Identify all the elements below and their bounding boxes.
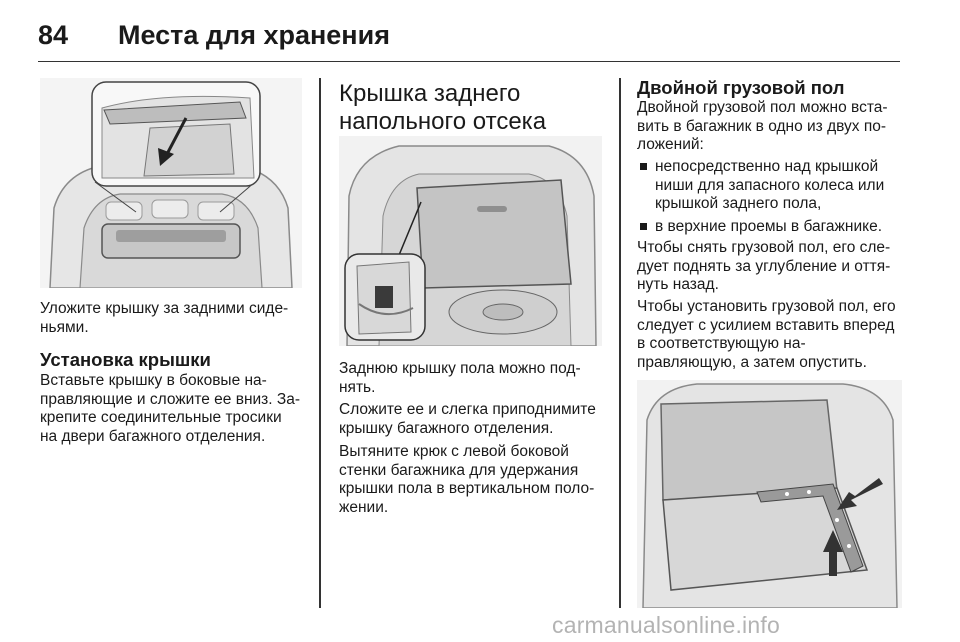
cover-install-text: Вставьте крышку в боковые на-правляющие и сложите ее вниз. За-крепите соединительные тросики на двери багажного отделения. bbox=[40, 372, 301, 445]
rear-floor-text-2: Сложите ее и слегка приподнимите крышку багажного отделения. bbox=[339, 401, 596, 437]
heading-rear-floor: Крышка заднего напольного отсека bbox=[339, 80, 547, 135]
double-floor-install-text: Чтобы установить грузовой пол, его следует с усилием вставить вперед в соответствующую на-правляющую, а затем опустить. bbox=[637, 298, 896, 371]
rear-floor-text-1: Заднюю крышку пола можно под-нять. bbox=[339, 360, 581, 396]
illustration-cover-install bbox=[40, 78, 302, 288]
watermark: carmanualsonline.info bbox=[552, 612, 780, 638]
heading-cover-install: Установка крышки bbox=[40, 349, 211, 370]
chapter-title: Места для хранения bbox=[118, 20, 390, 50]
cover-caption: Уложите крышку за задними сиде-ньями. bbox=[40, 300, 289, 336]
column-divider-left bbox=[319, 78, 321, 608]
column-divider-right bbox=[619, 78, 621, 608]
double-floor-remove-text: Чтобы снять грузовой пол, его сле-дует поднять за углубление и оття-нуть назад. bbox=[637, 239, 891, 293]
rear-floor-text-3: Вытяните крюк с левой боковой стенки багажника для удержания крышки пола в вертикальном поло-жении. bbox=[339, 443, 595, 516]
double-floor-intro: Двойной грузовой пол можно вста-вить в багажник в одно из двух по-ложений: bbox=[637, 99, 888, 153]
illustration-double-floor bbox=[637, 380, 902, 608]
bullet-item: в верхние проемы в багажнике. bbox=[637, 218, 902, 237]
page-number: 84 bbox=[38, 20, 69, 50]
page-header bbox=[38, 14, 900, 62]
heading-double-floor: Двойной грузовой пол bbox=[637, 77, 845, 98]
illustration-rear-floor bbox=[339, 136, 602, 346]
bullet-item: непосредственно над крышкой ниши для запасного колеса или крышкой заднего пола, bbox=[637, 158, 902, 214]
